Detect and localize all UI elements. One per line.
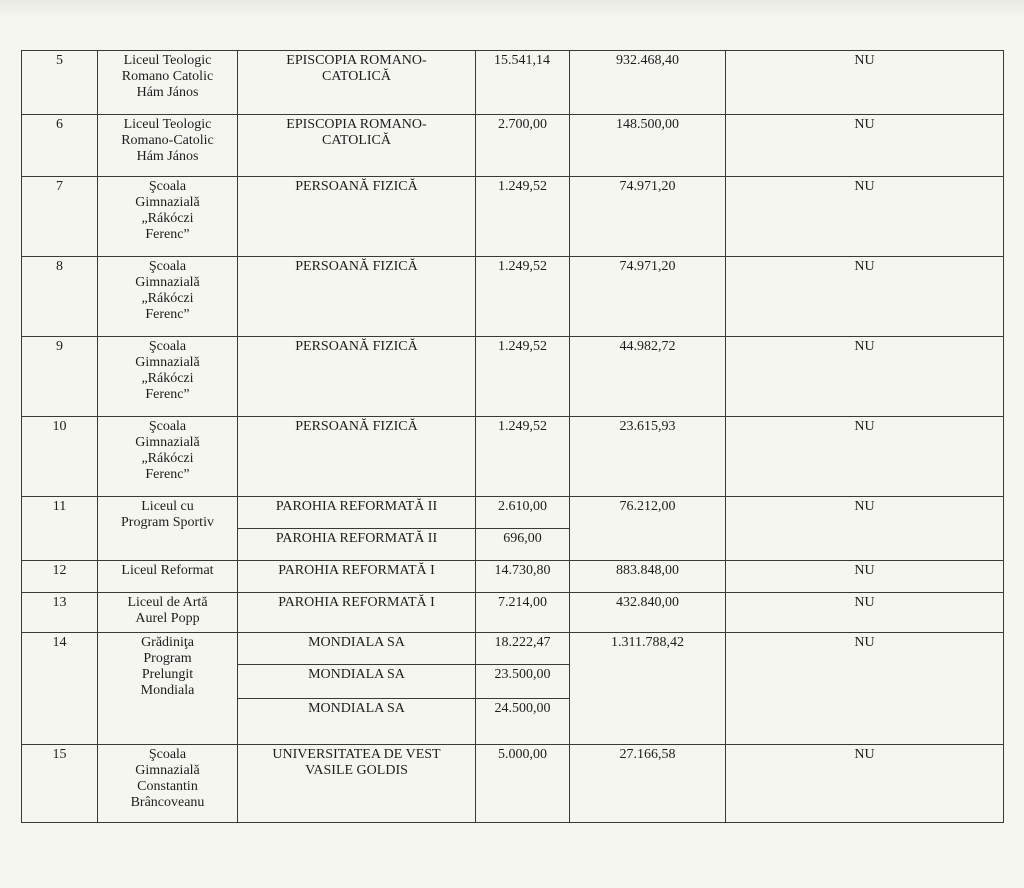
- observation: NU: [726, 745, 1004, 823]
- table-row: [22, 177, 1004, 257]
- surface-area: 1.249,52: [476, 337, 570, 417]
- cell-line: Prelungit: [141, 667, 194, 682]
- school-unit: [98, 51, 238, 115]
- surface-area: 24.500,00: [476, 699, 570, 745]
- school-unit: [98, 633, 238, 745]
- surface-area: 1.249,52: [476, 417, 570, 497]
- row-number: 13: [22, 593, 98, 633]
- cell-line: „Rákóczi: [141, 291, 194, 306]
- row-number: 14: [22, 633, 98, 745]
- cell-line: Program Sportiv: [121, 515, 214, 530]
- cell-line: MONDIALA SA: [308, 667, 405, 682]
- cell-line: Şcoala: [148, 179, 187, 194]
- cell-line: Constantin: [137, 779, 198, 794]
- surface-area: 696,00: [476, 529, 570, 561]
- table-row: [22, 417, 1004, 497]
- cell-line: PERSOANĂ FIZICĂ: [295, 419, 418, 434]
- surface-area: 2.610,00: [476, 497, 570, 529]
- cell-line: Şcoala: [148, 747, 187, 762]
- cell-line: PERSOANĂ FIZICĂ: [295, 179, 418, 194]
- owner-name: [238, 115, 476, 177]
- cell-line: „Rákóczi: [141, 451, 194, 466]
- row-number: 5: [22, 51, 98, 115]
- cell-line: Gimnazială: [135, 435, 200, 450]
- cell-line: Liceul Teologic: [123, 117, 212, 132]
- row-number: 6: [22, 115, 98, 177]
- table-row: [22, 745, 1004, 823]
- cell-line: Romano-Catolic: [121, 133, 214, 148]
- value-amount: 74.971,20: [570, 177, 726, 257]
- table-row: [22, 337, 1004, 417]
- table-row: [22, 51, 1004, 115]
- school-unit: [98, 417, 238, 497]
- row-number: 8: [22, 257, 98, 337]
- value-amount: 148.500,00: [570, 115, 726, 177]
- observation: NU: [726, 337, 1004, 417]
- cell-line: Liceul de Artă: [127, 595, 208, 610]
- cell-line: Ferenc”: [145, 467, 190, 482]
- owner-name: [238, 257, 476, 337]
- observation: NU: [726, 417, 1004, 497]
- cell-line: MONDIALA SA: [308, 635, 405, 650]
- school-unit: [98, 177, 238, 257]
- surface-area: 18.222,47: [476, 633, 570, 665]
- cell-line: EPISCOPIA ROMANO-: [286, 53, 427, 68]
- surface-area: 7.214,00: [476, 593, 570, 633]
- cell-line: Hám János: [136, 149, 199, 164]
- surface-area: 23.500,00: [476, 665, 570, 699]
- cell-line: Aurel Popp: [135, 611, 200, 626]
- table-row: [22, 497, 1004, 529]
- cell-line: „Rákóczi: [141, 371, 194, 386]
- row-number: 7: [22, 177, 98, 257]
- school-unit: [98, 115, 238, 177]
- cell-line: PERSOANĂ FIZICĂ: [295, 339, 418, 354]
- cell-line: Gimnazială: [135, 275, 200, 290]
- owner-name: [238, 177, 476, 257]
- observation: NU: [726, 257, 1004, 337]
- observation: NU: [726, 593, 1004, 633]
- cell-line: UNIVERSITATEA DE VEST: [272, 747, 441, 762]
- cell-line: EPISCOPIA ROMANO-: [286, 117, 427, 132]
- observation: NU: [726, 51, 1004, 115]
- row-number: 15: [22, 745, 98, 823]
- cell-line: „Rákóczi: [141, 211, 194, 226]
- cell-line: Şcoala: [148, 419, 187, 434]
- cell-line: Mondiala: [140, 683, 195, 698]
- cell-line: Ferenc”: [145, 387, 190, 402]
- cell-line: MONDIALA SA: [308, 701, 405, 716]
- observation: NU: [726, 497, 1004, 561]
- owner-name: [238, 417, 476, 497]
- school-unit: [98, 745, 238, 823]
- cell-line: Brâncoveanu: [130, 795, 205, 810]
- table-row: [22, 633, 1004, 665]
- surface-area: 15.541,14: [476, 51, 570, 115]
- cell-line: Ferenc”: [145, 307, 190, 322]
- value-amount: 74.971,20: [570, 257, 726, 337]
- owner-name: [238, 497, 476, 529]
- table-row: [22, 115, 1004, 177]
- row-number: 12: [22, 561, 98, 593]
- cell-line: Liceul Teologic: [123, 53, 212, 68]
- cell-line: PAROHIA REFORMATĂ II: [275, 499, 438, 514]
- table-row: [22, 593, 1004, 633]
- observation: NU: [726, 177, 1004, 257]
- school-unit: [98, 561, 238, 593]
- school-unit: [98, 337, 238, 417]
- table-body: [22, 51, 1004, 823]
- owner-name: [238, 529, 476, 561]
- owner-name: [238, 665, 476, 699]
- school-unit: [98, 593, 238, 633]
- school-unit: [98, 257, 238, 337]
- cell-line: CATOLICĂ: [322, 133, 391, 148]
- surface-area: 5.000,00: [476, 745, 570, 823]
- value-amount: 76.212,00: [570, 497, 726, 561]
- owner-name: [238, 51, 476, 115]
- school-unit: [98, 497, 238, 561]
- cell-line: Romano Catolic: [121, 69, 214, 84]
- value-amount: 1.311.788,42: [570, 633, 726, 745]
- observation: NU: [726, 115, 1004, 177]
- table-row: [22, 561, 1004, 593]
- surface-area: 1.249,52: [476, 177, 570, 257]
- owner-name: [238, 593, 476, 633]
- observation: NU: [726, 633, 1004, 745]
- row-number: 9: [22, 337, 98, 417]
- value-amount: 883.848,00: [570, 561, 726, 593]
- owner-name: [238, 633, 476, 665]
- owner-name: [238, 745, 476, 823]
- cell-line: Şcoala: [148, 259, 187, 274]
- cell-line: Hám János: [136, 85, 199, 100]
- cell-line: Gimnazială: [135, 195, 200, 210]
- row-number: 10: [22, 417, 98, 497]
- cell-line: PAROHIA REFORMATĂ I: [278, 563, 435, 578]
- cell-line: VASILE GOLDIS: [305, 763, 408, 778]
- cell-line: PERSOANĂ FIZICĂ: [295, 259, 418, 274]
- cell-line: Gimnazială: [135, 763, 200, 778]
- cell-line: Program: [143, 651, 192, 666]
- cell-line: Grădiniţa: [141, 635, 194, 650]
- value-amount: 932.468,40: [570, 51, 726, 115]
- row-number: 11: [22, 497, 98, 561]
- surface-area: 2.700,00: [476, 115, 570, 177]
- cell-line: Gimnazială: [135, 355, 200, 370]
- schools-table: [21, 50, 1004, 823]
- owner-name: [238, 561, 476, 593]
- scan-top-strip: [0, 0, 1024, 18]
- value-amount: 27.166,58: [570, 745, 726, 823]
- surface-area: 14.730,80: [476, 561, 570, 593]
- cell-line: Liceul Reformat: [121, 563, 214, 578]
- cell-line: PAROHIA REFORMATĂ II: [275, 531, 438, 546]
- value-amount: 432.840,00: [570, 593, 726, 633]
- surface-area: 1.249,52: [476, 257, 570, 337]
- cell-line: Ferenc”: [145, 227, 190, 242]
- cell-line: CATOLICĂ: [322, 69, 391, 84]
- cell-line: Şcoala: [148, 339, 187, 354]
- cell-line: Liceul cu: [141, 499, 194, 514]
- observation: NU: [726, 561, 1004, 593]
- value-amount: 44.982,72: [570, 337, 726, 417]
- table-row: [22, 257, 1004, 337]
- owner-name: [238, 699, 476, 745]
- value-amount: 23.615,93: [570, 417, 726, 497]
- cell-line: PAROHIA REFORMATĂ I: [278, 595, 435, 610]
- owner-name: [238, 337, 476, 417]
